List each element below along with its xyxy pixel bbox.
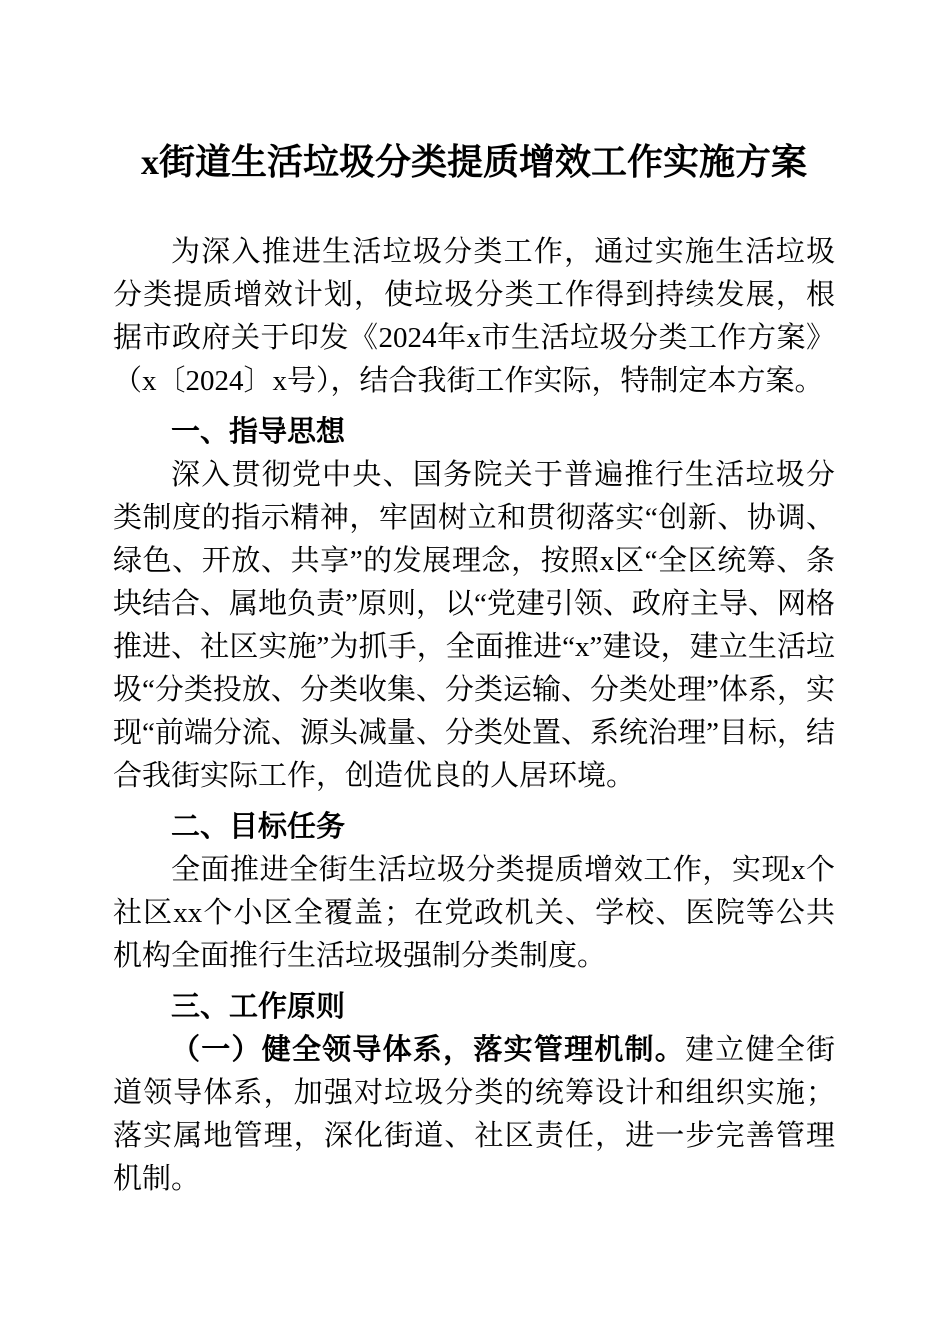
intro-paragraph: 为深入推进生活垃圾分类工作，通过实施生活垃圾分类提质增效计划，使垃圾分类工作得到持续发展，根据市政府关于印发《2024年x市生活垃圾分类工作方案》（x〔2024〕x号），结合我街工作实际，特制定本方案。 <box>113 236 835 397</box>
document-title: x街道生活垃圾分类提质增效工作实施方案 <box>140 142 807 182</box>
section-heading-target-tasks: 二、目标任务 <box>171 811 346 843</box>
section-heading-work-principles: 三、工作原则 <box>171 991 346 1023</box>
section-paragraph-target-tasks: 全面推进全街生活垃圾分类提质增效工作，实现x个社区xx个小区全覆盖；在党政机关、学校、医院等公共机构全面推行生活垃圾强制分类制度。 <box>113 854 835 972</box>
subitem-body-text: 建立健全街道领导体系，加强对垃圾分类的统筹设计和组织实施；落实属地管理，深化街道、社区责任，进一步完善管理机制。 <box>113 1034 835 1195</box>
section-paragraph-work-principles <box>113 1029 835 1201</box>
subitem-lead-bold: （一）健全领导体系，落实管理机制。 <box>171 1034 686 1066</box>
section-paragraph-guiding-ideology: 深入贯彻党中央、国务院关于普遍推行生活垃圾分类制度的指示精神，牢固树立和贯彻落实“创新、协调、绿色、开放、共享”的发展理念，按照x区“全区统筹、条块结合、属地负责”原则，以“党建引领、政府主导、网格推进、社区实施”为抓手，全面推进“x”建设，建立生活垃圾“分类投放、分类收集、分类运输、分类处理”体系，实现“前端分流、源头减量、分类处置、系统治理”目标，结合我街实际工作，创造优良的人居环境。 <box>113 459 835 792</box>
section-heading-guiding-ideology: 一、指导思想 <box>171 416 346 448</box>
